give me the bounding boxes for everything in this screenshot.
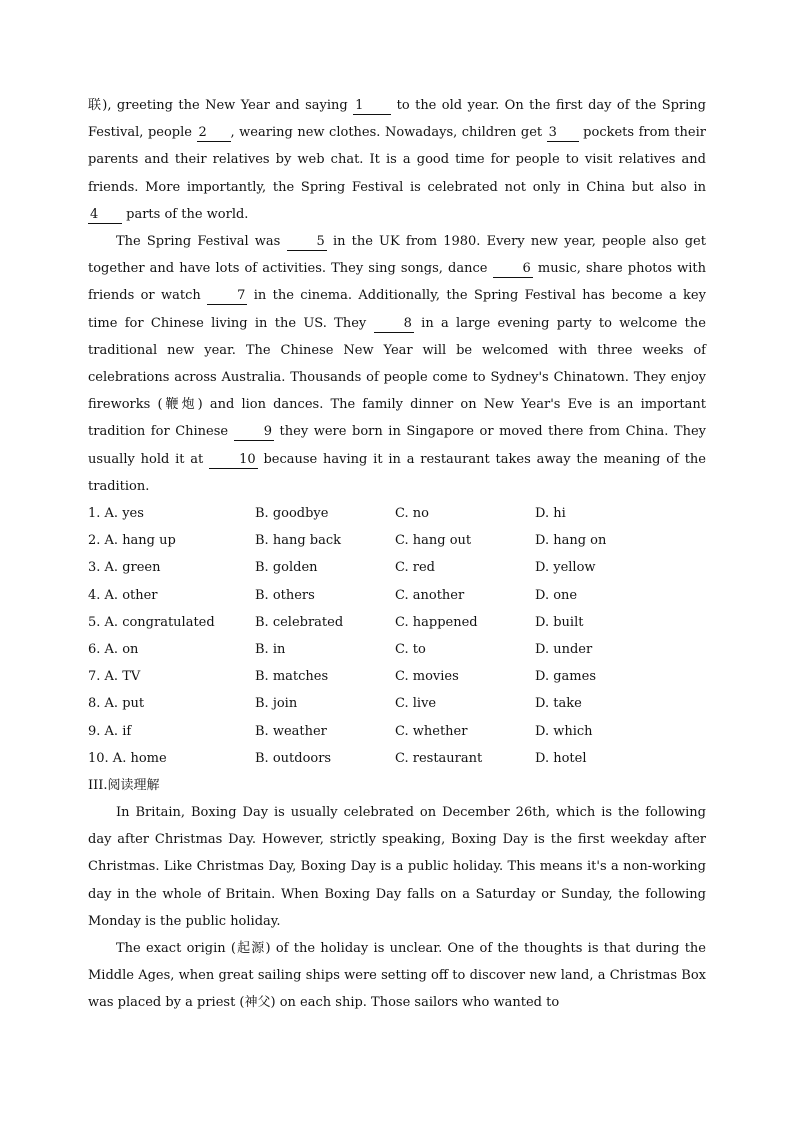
option-a: 9. A. if — [88, 723, 132, 739]
passage-paragraph-1 — [88, 92, 706, 228]
option-c: C. restaurant — [395, 750, 483, 766]
blank-3: 3 — [547, 125, 579, 142]
document-content — [88, 92, 706, 1017]
blank-5: 5 — [287, 234, 327, 251]
option-d: D. yellow — [535, 560, 596, 576]
option-d: D. under — [535, 641, 593, 657]
option-row-7 — [88, 663, 706, 690]
text-segment: in a large evening party to welcome the traditional new year. The Chinese New Year will be welcomed with three weeks of celebrations across Australia. Thousands of people come to Sydney's Chinatown. They enjoy fireworks (鞭炮) and lion dances. The family dinner on New Year's Eve is an important tradition for Chinese — [88, 315, 706, 440]
option-b: B. golden — [255, 560, 318, 576]
option-c: C. happened — [395, 614, 478, 630]
text-segment: in the cinema. Additionally, the Spring Festival has become a key time for Chinese living in the US. They — [88, 288, 706, 331]
option-c: C. to — [395, 641, 426, 657]
blank-4: 4 — [88, 207, 122, 224]
option-c: C. red — [395, 560, 435, 576]
option-d: D. hang on — [535, 533, 607, 549]
text-segment: they were born in Singapore or moved there from China. They usually hold it at — [88, 424, 707, 467]
reading-paragraph-2: The exact origin (起源) of the holiday is unclear. One of the thoughts is that during the Middle Ages, when great sailing ships were setting off to discover new land, a Christmas Box was placed by a priest (神父) on each ship. Those sailors who wanted to — [88, 940, 706, 1011]
option-d: D. hotel — [535, 750, 587, 766]
text-segment: pockets from their parents and their relatives by web chat. It is a good time for people to visit relatives and friends. More importantly, the Spring Festival is celebrated not only in China but also in — [88, 125, 706, 195]
option-b: B. join — [255, 696, 298, 712]
option-row-10 — [88, 745, 706, 772]
option-b: B. matches — [255, 669, 329, 685]
option-c: C. another — [395, 587, 465, 603]
option-a: 7. A. TV — [88, 669, 141, 685]
option-a: 5. A. congratulated — [88, 614, 215, 630]
option-a: 10. A. home — [88, 750, 167, 766]
option-b: B. hang back — [255, 533, 341, 549]
option-row-3 — [88, 554, 706, 581]
option-d: D. take — [535, 696, 582, 712]
text-segment: in the UK from 1980. Every new year, people also get together and have lots of activities. They sing songs, dance — [88, 234, 706, 277]
blank-10: 10 — [209, 452, 258, 469]
reading-paragraph-1: In Britain, Boxing Day is usually celebrated on December 26th, which is the following day after Christmas Day. However, strictly speaking, Boxing Day is the first weekday after Christmas. Like Christmas Day, Boxing Day is a public holiday. This means it's a non-working day in the whole of Britain. When Boxing Day falls on a Saturday or Sunday, the following Monday is the public holiday. — [88, 804, 706, 929]
blank-7: 7 — [207, 288, 247, 305]
text-segment: 联), greeting the New Year and saying — [88, 98, 348, 113]
option-a: 6. A. on — [88, 641, 139, 657]
text-segment: , wearing new clothes. Nowadays, children get — [230, 125, 543, 141]
blank-9: 9 — [234, 424, 274, 441]
option-b: B. celebrated — [255, 614, 344, 630]
option-a: 1. A. yes — [88, 506, 144, 522]
option-row-8 — [88, 690, 706, 717]
options-list — [88, 500, 706, 772]
option-c: C. movies — [395, 669, 459, 685]
passage-paragraph-2 — [88, 228, 706, 500]
option-a: 4. A. other — [88, 587, 158, 603]
option-d: D. which — [535, 723, 593, 739]
option-row-2 — [88, 527, 706, 554]
option-b: B. others — [255, 587, 315, 603]
option-d: D. hi — [535, 506, 566, 522]
text-segment: to the old year. On the first day of the Spring Festival, people — [88, 98, 706, 141]
option-row-4 — [88, 582, 706, 609]
option-d: D. one — [535, 587, 578, 603]
option-row-6 — [88, 636, 706, 663]
blank-6: 6 — [493, 261, 533, 278]
option-row-1 — [88, 500, 706, 527]
option-c: C. live — [395, 696, 437, 712]
text-segment: parts of the world. — [126, 206, 249, 222]
option-a: 8. A. put — [88, 696, 145, 712]
text-segment: because having it in a restaurant takes away the meaning of the tradition. — [88, 451, 706, 494]
text-segment: The Spring Festival was — [116, 234, 281, 250]
section-heading: III.阅读理解 — [88, 777, 160, 793]
option-b: B. in — [255, 641, 286, 657]
option-a: 2. A. hang up — [88, 533, 176, 549]
option-c: C. whether — [395, 723, 468, 739]
blank-1: 1 — [353, 98, 391, 115]
option-c: C. no — [395, 506, 429, 522]
option-b: B. goodbye — [255, 506, 329, 522]
option-d: D. built — [535, 614, 584, 630]
blank-8: 8 — [374, 316, 414, 333]
option-a: 3. A. green — [88, 560, 161, 576]
blank-2: 2 — [197, 125, 231, 142]
text-segment: music, share photos with friends or watch — [88, 261, 706, 304]
option-c: C. hang out — [395, 533, 472, 549]
option-d: D. games — [535, 669, 596, 685]
option-b: B. weather — [255, 723, 327, 739]
option-row-9 — [88, 718, 706, 745]
option-b: B. outdoors — [255, 750, 332, 766]
option-row-5 — [88, 609, 706, 636]
